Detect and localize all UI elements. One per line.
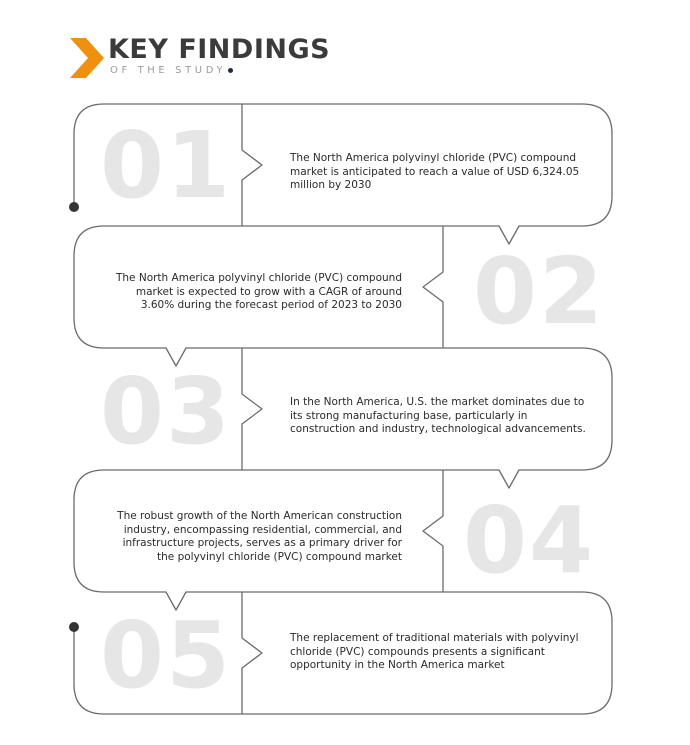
page-title: KEY FINDINGS [108, 34, 331, 65]
subtitle-text: OF THE STUDY [110, 65, 227, 76]
row-4-divider [423, 470, 443, 592]
end-dot-icon [69, 622, 79, 632]
finding-number-05: 05 [100, 602, 233, 709]
finding-text-02: The North America polyvinyl chloride (PVC) compound market is expected to grow with a CAGR of around 3.60% during the forecast period of 2023 to 2030 [115, 272, 402, 311]
finding-number-04: 04 [463, 487, 596, 594]
finding-number-01: 01 [100, 112, 233, 219]
row-3-divider [242, 348, 262, 470]
start-dot-icon [69, 202, 79, 212]
finding-text-05: The replacement of traditional materials with polyvinyl chloride (PVC) compounds presents a significant opportunity in the North America market [290, 632, 579, 671]
finding-number-02: 02 [473, 238, 606, 345]
row-5-divider [242, 592, 262, 714]
finding-text-04: The robust growth of the North American construction industry, encompassing residential, commercial, and infrastructure projects, serves as a primary driver for the polyvinyl chloride (PVC) compound market [117, 510, 402, 563]
finding-text-01: The North America polyvinyl chloride (PVC) compound market is anticipated to reach a value of USD 6,324.05 million by 2030 [290, 152, 580, 191]
finding-number-03: 03 [100, 358, 233, 465]
row-2-divider [423, 226, 443, 348]
finding-text-03: In the North America, U.S. the market dominates due to its strong manufacturing base, particularly in construction and industry, technological advancements. [290, 396, 586, 435]
row-1-divider [242, 104, 262, 226]
